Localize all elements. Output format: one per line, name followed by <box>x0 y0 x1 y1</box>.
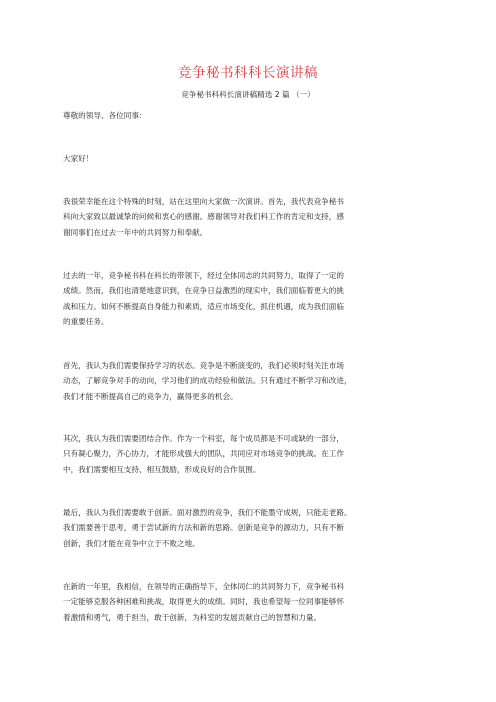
paragraph-line: 战和压力。如何不断提高自身能力和素质，适应市场变化，抓住机遇，成为我们面临 <box>63 301 344 311</box>
document-subtitle: 竞争秘书科科长演讲稿精选 2 篇 （一） <box>181 90 315 99</box>
paragraph-line: 最后，我认为我们需要敢于创新。面对激烈的竞争，我们不能墨守成规，只能走老路。 <box>63 508 352 517</box>
paragraph-line: 一定能够克服各种困难和挑战，取得更大的成绩。同时，我也希望每一位同事能够怀 <box>63 597 344 607</box>
paragraph-line: 只有凝心聚力，齐心协力，才能形成强大的团队，共同应对市场竞争的挑战。在工作 <box>63 449 344 459</box>
paragraph-1 <box>63 194 438 240</box>
paragraph-line: 科向大家致以最诚挚的问候和衷心的感谢。感谢领导对我们科工作的肯定和支持，感 <box>63 212 344 222</box>
paragraph-line: 我们才能不断提高自己的竞争力，赢得更多的机会。 <box>63 391 238 401</box>
paragraph-line: 的重要任务。 <box>63 317 109 327</box>
paragraph-line: 在新的一年里，我相信，在领导的正确指导下，全体同仁的共同努力下，竞争秘书科 <box>63 582 344 591</box>
paragraph-3 <box>63 358 438 404</box>
paragraph-line: 创新，我们才能在竞争中立于不败之地。 <box>63 538 200 548</box>
paragraph-line: 我很荣幸能在这个特殊的时刻，站在这里向大家做一次演讲。首先，我代表竞争秘书 <box>63 197 344 206</box>
paragraph-line: 动态，了解竞争对手的动向，学习他们的成功经验和做法。只有通过不断学习和改进， <box>63 376 352 386</box>
greeting <box>63 151 438 166</box>
salutation-line: 尊敬的领导、各位同事： <box>63 111 147 120</box>
document-title: 竞争秘书科科长演讲稿 <box>178 65 318 81</box>
paragraph-line: 中，我们需要相互支持、相互鼓励，形成良好的合作氛围。 <box>63 464 261 474</box>
paragraph-4 <box>63 431 438 477</box>
paragraph-5 <box>63 505 438 551</box>
paragraph-2 <box>63 268 438 330</box>
paragraph-line: 着激情和勇气，勇于担当，敢于创新，为科室的发展贡献自己的智慧和力量。 <box>63 612 322 622</box>
salutation <box>63 108 438 123</box>
paragraph-6 <box>63 579 438 625</box>
paragraph-line: 其次，我认为我们需要团结合作。作为一个科室，每个成员都是不可或缺的一部分， <box>63 434 344 443</box>
paragraph-line: 首先，我认为我们需要保持学习的状态。竞争是不断演变的，我们必须时刻关注市场 <box>63 361 344 370</box>
greeting-line: 大家好！ <box>63 154 94 163</box>
paragraph-line: 过去的一年，竞争秘书科在科长的带领下，经过全体同志的共同努力，取得了一定的 <box>63 271 344 280</box>
paragraph-line: 成绩。然而，我们也清楚地意识到，在竞争日益激烈的现实中，我们面临着更大的挑 <box>63 286 344 296</box>
paragraph-line: 谢同事们在过去一年中的共同努力和奉献。 <box>63 227 208 237</box>
paragraph-line: 我们需要善于思考，勇于尝试新的方法和新的思路。创新是竞争的源动力，只有不断 <box>63 523 344 533</box>
